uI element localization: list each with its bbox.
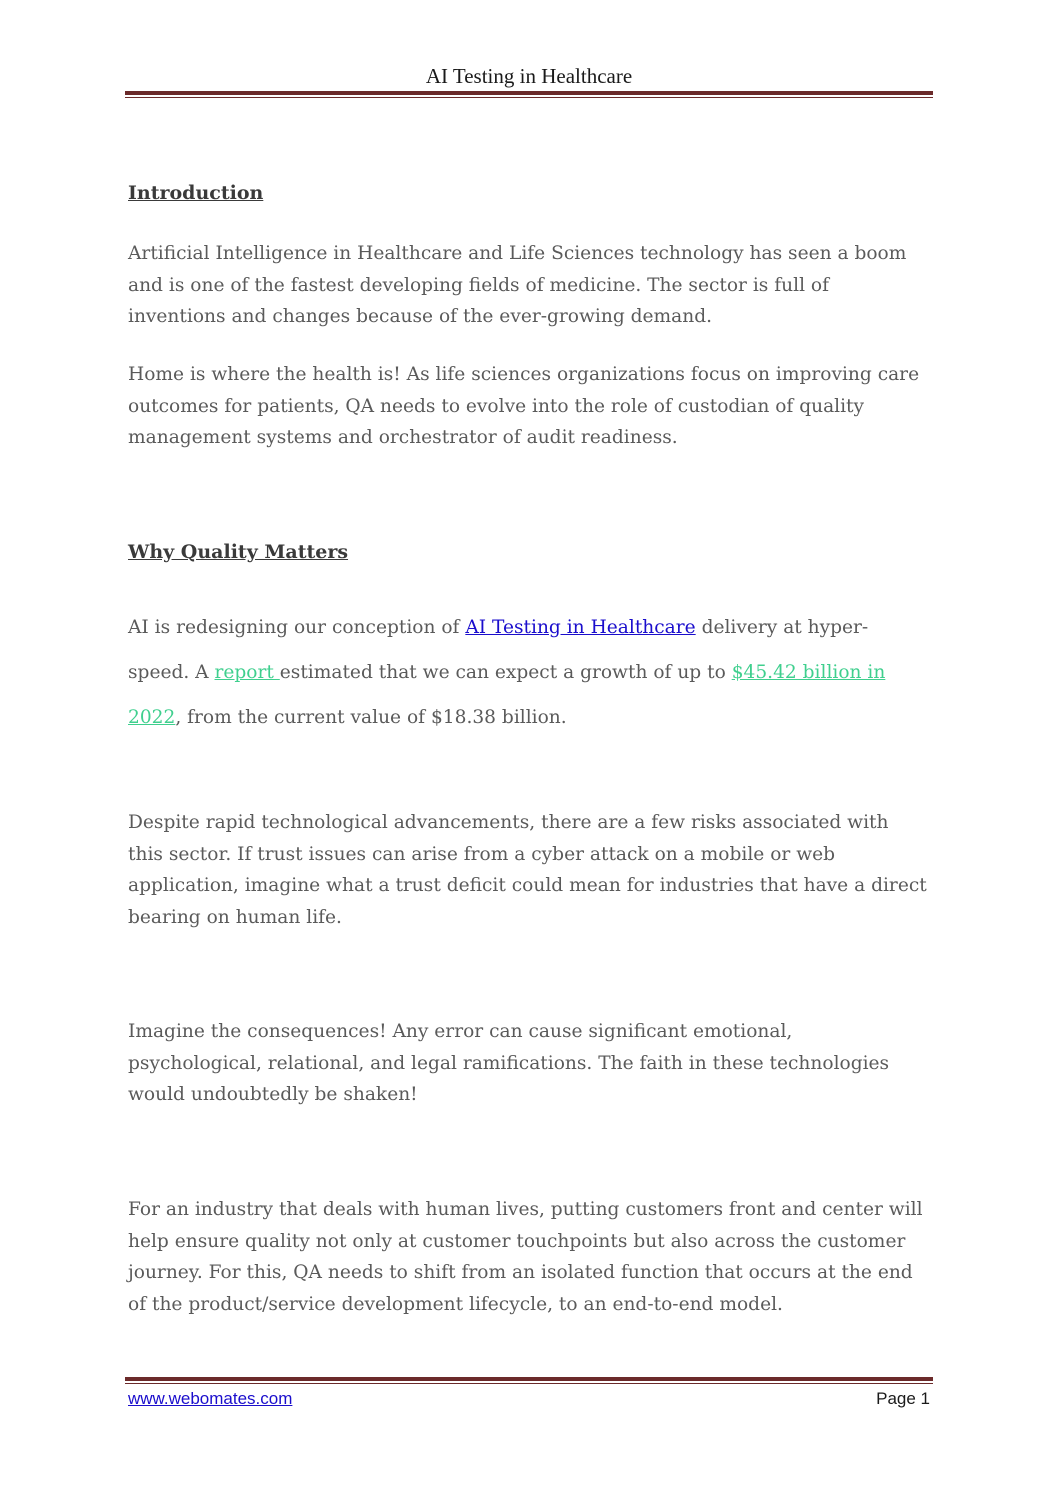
- text-segment: AI is redesigning our conception of: [128, 617, 466, 638]
- header-rule-thin: [125, 97, 933, 98]
- quality-paragraph-2: Despite rapid technological advancements, there are a few risks associated with this sector. If trust issues can arise from a cyber attack on a mobile or web application, imagine what a trust deficit could mean for industries that have a direct bearing on human life.: [128, 812, 927, 928]
- ai-testing-healthcare-link[interactable]: AI Testing in Healthcare: [465, 617, 696, 638]
- text-segment: , from the current value of $18.38 billion.: [175, 707, 567, 728]
- why-quality-matters-heading: Why Quality Matters: [128, 541, 349, 563]
- quality-paragraph-3: Imagine the consequences! Any error can cause significant emotional, psychological, relational, and legal ramifications. The faith in these technologies would undoubtedly be shaken!: [128, 1021, 890, 1105]
- footer-website-link[interactable]: www.webomates.com: [128, 1389, 293, 1408]
- text-segment: estimated that we can expect a growth of up to: [279, 662, 732, 683]
- page-number: Page 1: [876, 1389, 930, 1408]
- page-header-title: AI Testing in Healthcare: [425, 64, 633, 88]
- header-rule-thick: [125, 91, 933, 95]
- intro-paragraph-1: Artificial Intelligence in Healthcare and Life Sciences technology has seen a boom and is one of the fastest developing fields of medicine. The sector is full of inventions and changes because of the ever-growing demand.: [128, 243, 907, 327]
- growth-figure-link[interactable]: $45.42 billion in 2022: [128, 662, 886, 728]
- intro-paragraph-2: Home is where the health is! As life sciences organizations focus on improving care outcomes for patients, QA needs to evolve into the role of custodian of quality management systems and orchestrator of audit readiness.: [128, 364, 920, 448]
- text-segment: delivery at hyper-speed. A: [128, 617, 869, 683]
- footer-rule-thick: [125, 1377, 933, 1381]
- quality-paragraph-4: For an industry that deals with human lives, putting customers front and center will help ensure quality not only at customer touchpoints but also across the customer journey. For this, QA needs to shift from an isolated function that occurs at the end of the product/service development lifecycle, to an end-to-end model.: [128, 1199, 923, 1315]
- footer-rule-thin: [125, 1383, 933, 1384]
- quality-paragraph-1: [128, 605, 928, 740]
- report-link[interactable]: report: [214, 662, 280, 683]
- introduction-heading: Introduction: [128, 182, 264, 204]
